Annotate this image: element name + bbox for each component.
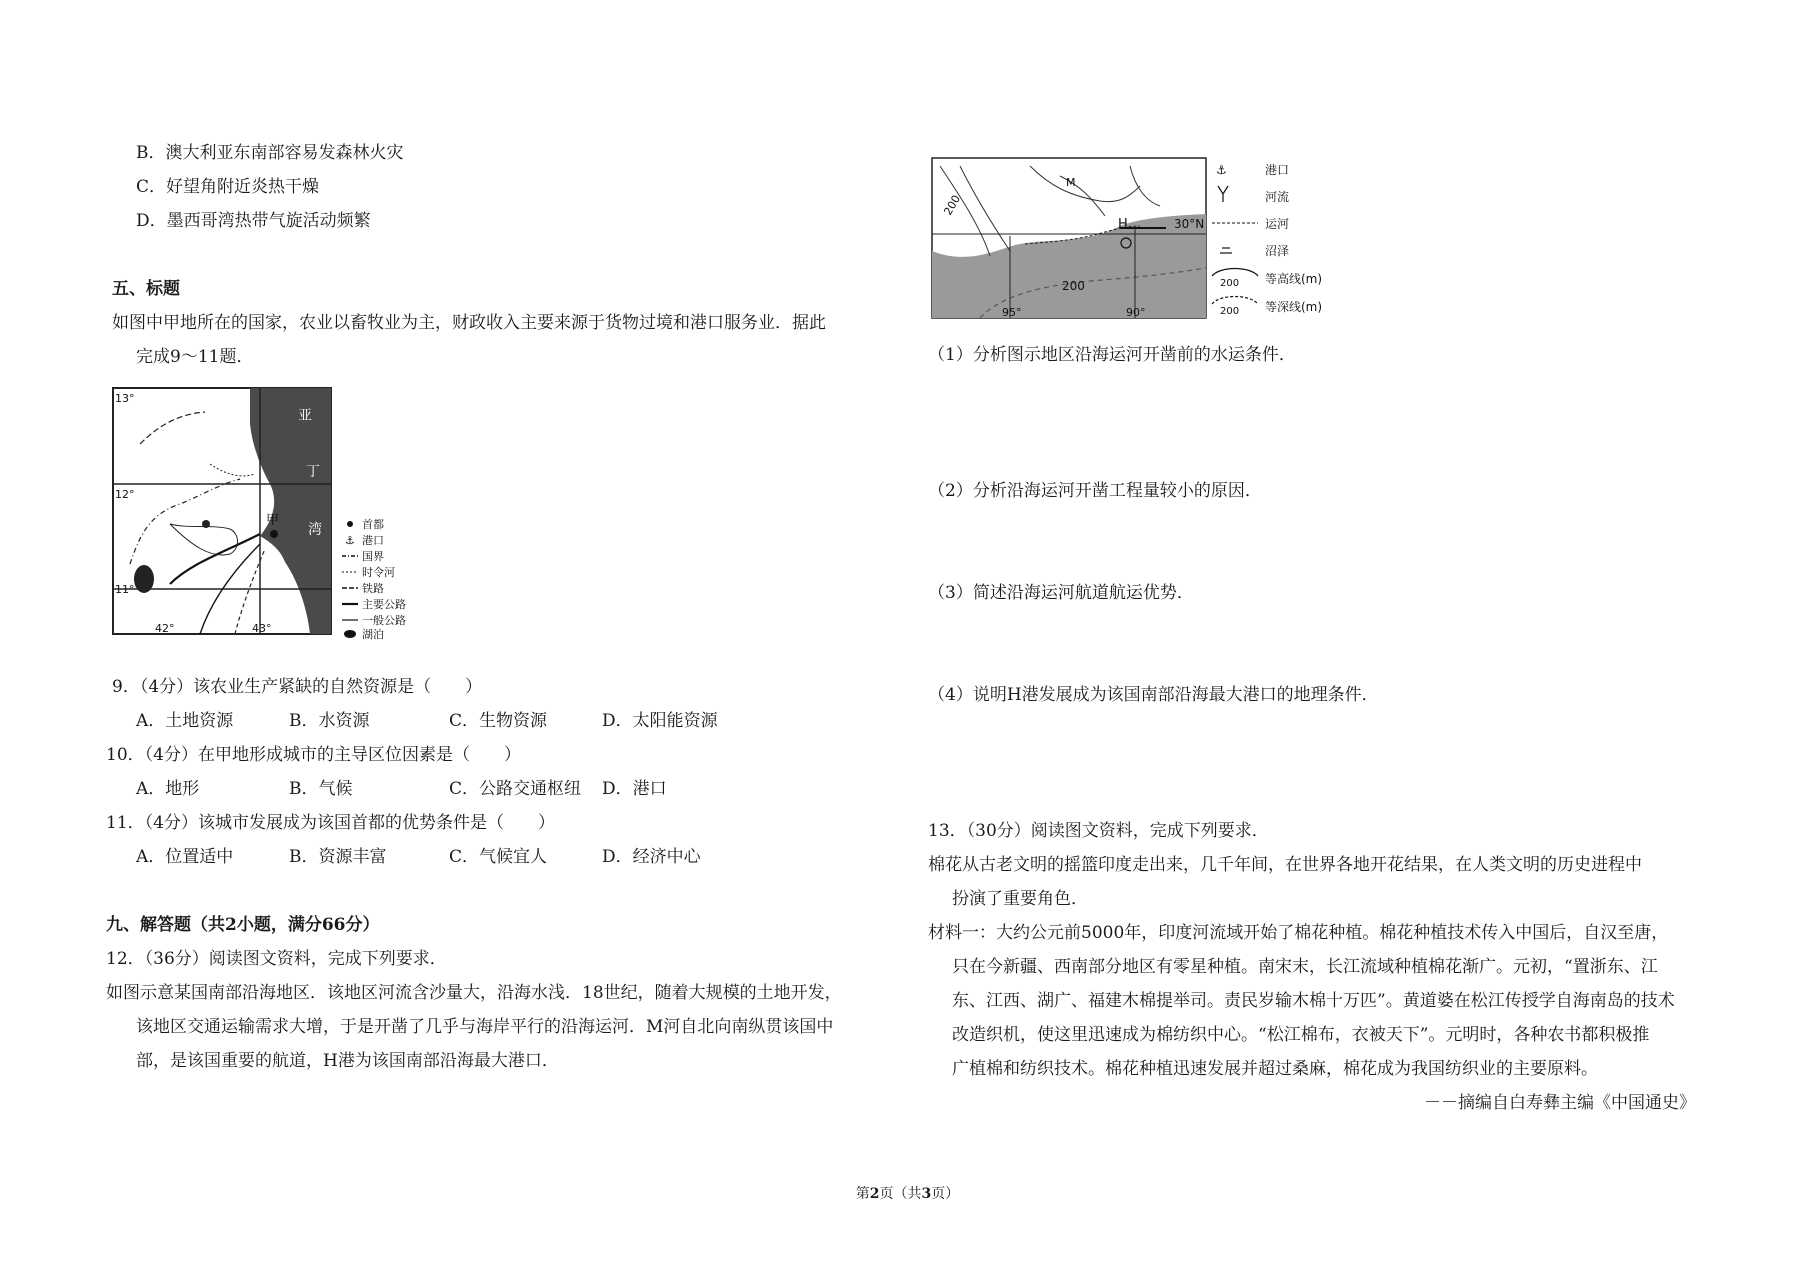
legend-lake: 湖泊 bbox=[362, 628, 384, 640]
section-9-title: 九、解答题（共2小题，满分66分） bbox=[106, 915, 380, 935]
legend-capital: 首都 bbox=[362, 518, 384, 531]
jia-label: 甲 bbox=[266, 513, 280, 528]
lon-90-label: 90° bbox=[1126, 306, 1146, 319]
q12-sub3: （3）简述沿海运河航道航运优势． bbox=[928, 583, 1194, 603]
q13-intro-line2: 扮演了重要角色． bbox=[952, 889, 1088, 909]
q9-stem: 9．（4分）该农业生产紧缺的自然资源是（ ） bbox=[112, 677, 483, 697]
lat-11-label: 11° bbox=[115, 583, 135, 596]
canal-region-map-figure bbox=[930, 156, 1350, 322]
canal-region-map bbox=[930, 156, 1350, 327]
footer-page-number: 2 bbox=[869, 1186, 880, 1202]
q13-material-line3: 东、江西、湖广、福建木棉提举司。责民岁输木棉十万匹”。黄道婆在松江传授学自海南岛的技术 bbox=[952, 991, 1675, 1011]
q13-material-line5: 广植棉和纺织技术。棉花种植迅速发展并超过桑麻，棉花成为我国纺织业的主要原料。 bbox=[952, 1059, 1598, 1079]
q13-material-line1: 材料一：大约公元前5000年，印度河流域开始了棉花种植。棉花种植技术传入中国后，自汉至唐， bbox=[928, 923, 1669, 943]
legend-river: 河流 bbox=[1265, 190, 1290, 204]
q10-stem: 10．（4分）在甲地形成城市的主导区位因素是（ ） bbox=[106, 745, 521, 765]
q10-option-b[interactable]: B．气候 bbox=[289, 779, 353, 799]
page-footer bbox=[0, 1183, 1815, 1203]
lat-12-label: 12° bbox=[115, 488, 135, 501]
section-5-intro-line1: 如图中甲地所在的国家，农业以畜牧业为主，财政收入主要来源于货物过境和港口服务业．据此 bbox=[112, 313, 826, 333]
legend-canal: 运河 bbox=[1265, 217, 1290, 231]
legend-depth: 等深线(m) bbox=[1265, 300, 1323, 314]
q11-option-b[interactable]: B．资源丰富 bbox=[289, 847, 387, 867]
legend-depth-value: 200 bbox=[1220, 306, 1240, 317]
q11-stem: 11．（4分）该城市发展成为该国首都的优势条件是（ ） bbox=[106, 813, 555, 833]
q10-option-a[interactable]: A．地形 bbox=[136, 779, 200, 799]
q9-option-d[interactable]: D．太阳能资源 bbox=[602, 711, 718, 731]
q12-paragraph-line3: 部，是该国重要的航道，H港为该国南部沿海最大港口． bbox=[136, 1051, 559, 1071]
q9-option-a[interactable]: A．土地资源 bbox=[136, 711, 234, 731]
legend-port: 港口 bbox=[362, 534, 384, 547]
gulf-of-aden-map bbox=[110, 384, 430, 645]
q13-stem: 13．（30分）阅读图文资料，完成下列要求． bbox=[928, 821, 1269, 841]
sea-label-ding: 丁 bbox=[306, 464, 320, 480]
footer-suffix: 页） bbox=[931, 1186, 960, 1202]
q10-option-d[interactable]: D．港口 bbox=[602, 779, 667, 799]
q12-paragraph-line2: 该地区交通运输需求大增，于是开凿了几乎与海岸平行的沿海运河．M河自北向南纵贯该国中 bbox=[136, 1017, 834, 1037]
legend-contour: 等高线(m) bbox=[1265, 272, 1323, 286]
legend-seasonal-river: 时令河 bbox=[362, 566, 395, 579]
prev-option-b: B．澳大利亚东南部容易发森林火灾 bbox=[136, 143, 404, 163]
sea-label-wan: 湾 bbox=[308, 522, 322, 538]
lon-43-label: 43° bbox=[252, 622, 272, 635]
q13-intro-line1: 棉花从古老文明的摇篮印度走出来，几千年间，在世界各地开花结果，在人类文明的历史进程中 bbox=[928, 855, 1642, 875]
q12-stem: 12．（36分）阅读图文资料，完成下列要求． bbox=[106, 949, 447, 969]
svg-text:⚓: ⚓ bbox=[1216, 163, 1227, 177]
q11-option-a[interactable]: A．位置适中 bbox=[136, 847, 234, 867]
q13-source: －－摘编自白寿彝主编《中国通史》 bbox=[1424, 1093, 1696, 1113]
q12-sub2: （2）分析沿海运河开凿工程量较小的原因． bbox=[928, 481, 1262, 501]
sea-label-ya: 亚 bbox=[298, 408, 312, 424]
contour-label-200a: 200 bbox=[941, 192, 964, 218]
legend-border: 国界 bbox=[362, 550, 384, 563]
lon-95-label: 95° bbox=[1002, 306, 1022, 319]
q11-option-c[interactable]: C．气候宜人 bbox=[449, 847, 548, 867]
legend-general-road: 一般公路 bbox=[362, 614, 406, 627]
section-5-title: 五、标题 bbox=[112, 279, 180, 299]
q9-option-c[interactable]: C．生物资源 bbox=[449, 711, 548, 731]
legend-railway: 铁路 bbox=[362, 582, 384, 595]
lat-13-label: 13° bbox=[115, 392, 135, 405]
map1-legend bbox=[342, 517, 406, 640]
q11-options bbox=[136, 846, 701, 868]
gulf-of-aden-map-figure bbox=[110, 384, 430, 640]
label-30n: 30°N bbox=[1174, 217, 1205, 231]
q12-sub4: （4）说明H港发展成为该国南部沿海最大港口的地理条件． bbox=[928, 685, 1379, 705]
footer-total-pages: 3 bbox=[921, 1186, 932, 1202]
q9-options bbox=[136, 710, 718, 732]
q13-material-line2: 只在今新疆、西南部分地区有零星种植。南宋末，长江流域种植棉花渐广。元初，“置浙东、江 bbox=[952, 957, 1658, 977]
label-h: H bbox=[1118, 217, 1128, 232]
q13-material-line4: 改造织机，使这里迅速成为棉纺织中心。“松江棉布，衣被天下”。元明时，各种农书都积极推 bbox=[952, 1025, 1650, 1045]
svg-text:⚓: ⚓ bbox=[345, 534, 355, 547]
legend-swamp: 沼泽 bbox=[1265, 244, 1290, 258]
section-5-intro-line2: 完成9～11题． bbox=[136, 347, 254, 367]
map2-legend bbox=[1212, 162, 1322, 317]
footer-middle: 页（共 bbox=[879, 1186, 922, 1202]
q12-sub1: （1）分析图示地区沿海运河开凿前的水运条件． bbox=[928, 345, 1296, 365]
lon-42-label: 42° bbox=[155, 622, 175, 635]
legend-contour-value: 200 bbox=[1220, 278, 1240, 289]
contour-label-200b: 200 bbox=[1062, 279, 1085, 293]
q9-option-b[interactable]: B．水资源 bbox=[289, 711, 370, 731]
footer-prefix: 第 bbox=[855, 1186, 870, 1202]
q11-option-d[interactable]: D．经济中心 bbox=[602, 847, 701, 867]
label-m: M bbox=[1066, 176, 1076, 189]
q12-paragraph-line1: 如图示意某国南部沿海地区．该地区河流含沙量大，沿海水浅．18世纪，随着大规模的土地开发， bbox=[106, 983, 842, 1003]
q10-option-c[interactable]: C．公路交通枢纽 bbox=[449, 779, 582, 799]
prev-option-c: C．好望角附近炎热干燥 bbox=[136, 177, 320, 197]
legend-main-road: 主要公路 bbox=[362, 598, 406, 611]
legend-port: 港口 bbox=[1265, 163, 1290, 177]
prev-option-d: D．墨西哥湾热带气旋活动频繁 bbox=[136, 211, 371, 231]
q10-options bbox=[136, 778, 667, 800]
